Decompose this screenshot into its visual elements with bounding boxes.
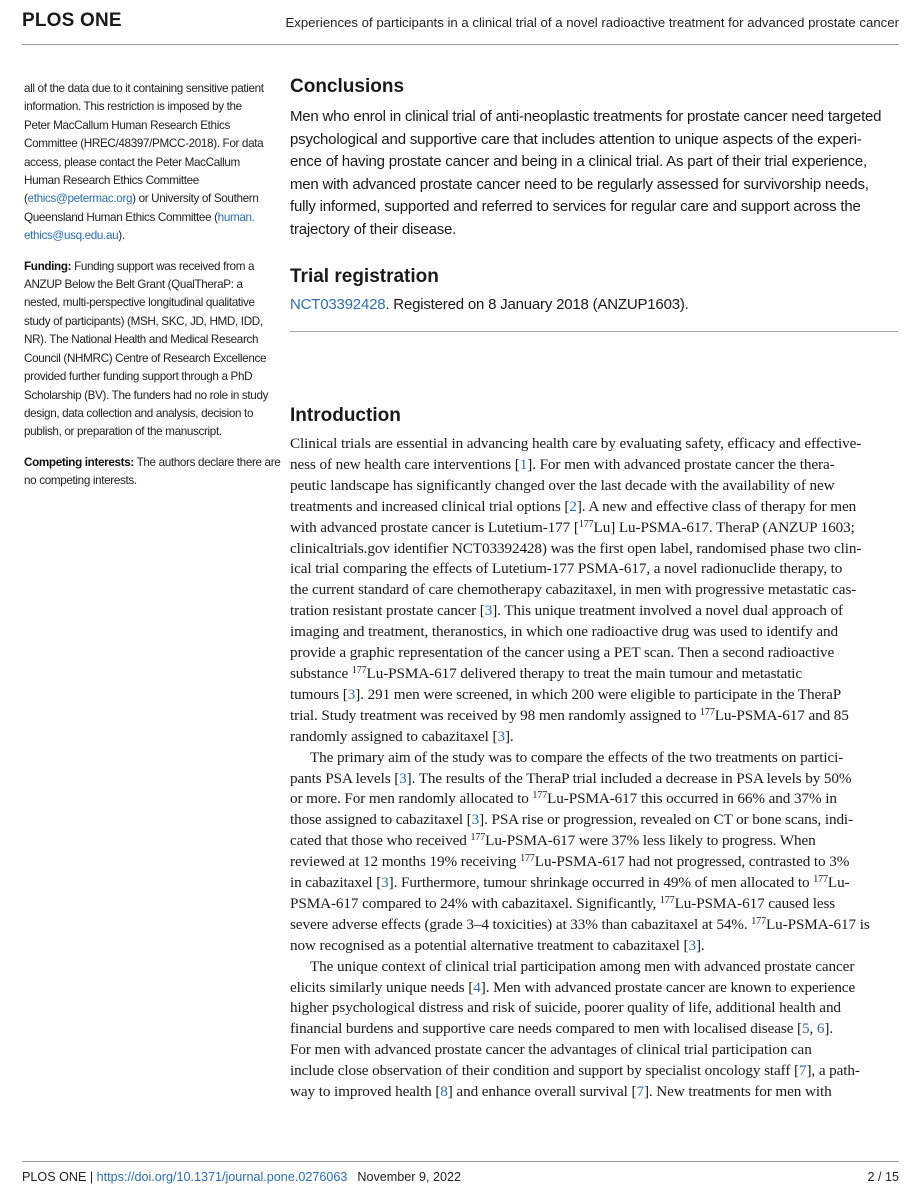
sidebar-line: Human Research Ethics Committee [24,174,199,188]
publication-date: November 9, 2022 [357,1170,461,1184]
paragraph-line: those assigned to cabazitaxel [3]. PSA rise or progression, revealed on CT or bone scans, indi- [290,811,854,829]
paragraph-line: trajectory of their disease. [290,220,457,238]
paragraph-line: treatments and increased clinical trial options [2]. A new and effective class of therapy for men [290,497,857,515]
introduction-body [290,434,902,1103]
superscript: 177 [813,874,828,886]
email-link-usq-part2[interactable]: ethics@usq.edu.au [24,229,119,243]
citation-link[interactable]: 3 [399,769,407,787]
email-link-petermac[interactable]: ethics@petermac.org [27,192,133,206]
paragraph-line: higher psychological distress and risk of suicide, poorer quality of life, additional health and [290,999,841,1017]
sidebar-line: NR). The National Health and Medical Research [24,333,259,347]
introduction-heading: Introduction [290,405,401,426]
paragraph-line: clinicaltrials.gov identifier NCT03392428) was the first open label, randomised phase two clin- [290,539,862,557]
superscript: 177 [659,894,675,906]
paragraph-line: For men with advanced prostate cancer the advantages of clinical trial participation can [290,1041,812,1059]
sidebar-line: Peter MacCallum Human Research Ethics [24,118,230,132]
sidebar-line: nested, multi-perspective longitudinal qualitative [24,296,255,310]
paragraph-line: financial burdens and supportive care needs compared to men with localised disease [5, 6]. [290,1020,834,1038]
paragraph-line: or more. For men randomly allocated to $^{177}$Lu-PSMA-617 this occurred in 66% and 37% in [290,790,837,808]
sidebar-text: ) or University of Southern [132,192,259,206]
header-divider [22,44,899,45]
funding-statement [24,258,274,442]
citation-link[interactable]: 4 [473,978,481,996]
citation-link[interactable]: 1 [519,455,528,473]
section-divider [290,331,898,332]
sidebar-text: Queensland Human Ethics Committee ( [24,210,218,224]
paragraph-line: tumours [3]. 291 men were screened, in which 200 were eligible to participate in the TheraP [290,685,842,703]
footer-journal: PLOS ONE [22,1170,87,1184]
competing-interests-statement [24,454,281,491]
paragraph-line: the current standard of care chemotherapy cabazitaxel, in men with progressive metastatic cas- [290,581,857,599]
sidebar-line [24,190,274,208]
superscript: 177 [470,832,486,844]
sidebar-line: provided further funding support through a PhD [24,370,253,384]
paragraph-line: way to improved health [8] and enhance overall survival [7]. New treatments for men with [290,1083,832,1101]
sidebar-line [24,227,274,245]
citation-link[interactable]: 3 [688,936,696,954]
trial-registry-link[interactable]: NCT03392428 [290,296,386,313]
paragraph-line: The unique context of clinical trial participation among men with advanced prostate cancer [310,957,855,975]
conclusions-paragraph [290,106,905,242]
paragraph-line: psychological and supportive care that includes attention to unique aspects of the experi- [290,130,862,148]
paragraph-line: The primary aim of the study was to compare the effects of the two treatments on partici- [310,748,844,766]
paren-text: ( [24,192,28,206]
citation-link[interactable]: 5 [802,1020,810,1038]
citation-link[interactable]: 7 [798,1062,807,1080]
paragraph-line: men with advanced prostate cancer need to be regularly assessed for survivorship needs, [290,175,869,193]
footer [22,1170,461,1184]
citation-link[interactable]: 2 [569,497,577,515]
sidebar-line: Scholarship (BV). The funders had no role in study [24,388,269,402]
paragraph-line: Men who enrol in clinical trial of anti-neoplastic treatments for prostate cancer need targeted [290,108,882,125]
data-availability-statement [24,80,274,246]
page-number: 2 / 15 [867,1170,899,1184]
citation-link[interactable]: 8 [440,1083,448,1101]
paragraph-line: reviewed at 12 months 19% receiving $^{177}$Lu-PSMA-617 had not progressed, contrasted to 3% [290,853,850,871]
paragraph-line: ness of new health care interventions [1]. For men with advanced prostate cancer the thera- [290,455,835,473]
paragraph-line: PSMA-617 compared to 24% with cabazitaxel. Significantly, $^{177}$Lu-PSMA-617 caused less [290,894,836,912]
paragraph-line: ence of having prostate cancer and being in a clinical trial. As part of their trial experience, [290,153,867,171]
citation-link[interactable]: 3 [381,874,389,892]
sidebar-text: ). [118,229,125,243]
paragraph-line: imaging and treatment, theranostics, in which one radioactive drug was used to identify and [290,623,839,641]
trial-registration-paragraph [290,294,905,317]
citation-link[interactable]: 3 [347,685,356,703]
sidebar-line: study of participants) (MSH, SKC, JD, HMD, IDD, [24,314,263,328]
citation-link[interactable]: 6 [816,1020,825,1038]
paragraph-line: ical trial comparing the effects of Lutetium-177 PSMA-617, a novel radionuclide therapy, to [290,560,843,578]
sidebar-text: The authors declare there are [133,455,281,469]
trial-registration-heading: Trial registration [290,266,439,287]
sidebar-line: all of the data due to it containing sensitive patient [24,82,264,95]
funding-label: Funding: [24,259,72,273]
trial-registration-text: . Registered on 8 January 2018 (ANZUP1603). [385,296,689,313]
citation-link[interactable]: 3 [471,811,480,829]
superscript: 177 [520,853,535,865]
paragraph-line: tration resistant prostate cancer [3]. This unique treatment involved a novel dual approach of [290,602,843,620]
paragraph-line: elicits similarly unique needs [4]. Men with advanced prostate cancer are known to experience [290,978,856,996]
paragraph-line: provide a graphic representation of the cancer using a PET scan. Then a second radioactive [290,644,835,662]
paragraph-line [290,294,905,317]
citation-link[interactable]: 3 [497,727,505,745]
citation-link[interactable]: 3 [484,602,493,620]
paragraph-line: with advanced prostate cancer is Lutetium-177 [$^{177}$Lu] Lu-PSMA-617. TheraP (ANZUP 1603; [290,518,855,536]
paragraph-line: now recognised as a potential alternative treatment to cabazitaxel [3]. [290,936,705,954]
superscript: 177 [578,518,594,530]
running-title: Experiences of participants in a clinical trial of a novel radioactive treatment for advanced prostate cancer [285,15,899,30]
sidebar-line [24,258,274,276]
paragraph-line: severe adverse effects (grade 3–4 toxicities) at 33% than cabazitaxel at 54%. $^{177}$Lu-PSMA-617 is [290,915,870,933]
sidebar [24,80,281,503]
paragraph-line: in cabazitaxel [3]. Furthermore, tumour shrinkage occurred in 49% of men allocated to $^{177}$Lu- [290,874,850,892]
paragraph-line: include close observation of their condition and support by specialist oncology staff [7], a path- [290,1062,860,1080]
sidebar-line: Council (NHMRC) Centre of Research Excellence [24,351,267,365]
paragraph-line: fully informed, supported and referred to services for regular care and support across the [290,198,861,216]
journal-logo: PLOS ONE [22,10,122,31]
citation-link[interactable]: 7 [636,1083,644,1101]
paragraph-line: cated that those who received $^{177}$Lu-PSMA-617 were 37% less likely to progress. When [290,832,816,850]
sidebar-line [24,454,281,472]
footer-separator: | [86,1170,97,1184]
sidebar-line: Committee (HREC/48397/PMCC-2018). For data [24,137,264,151]
superscript: 177 [700,706,715,718]
sidebar-line: no competing interests. [24,474,137,488]
sidebar-line: ANZUP Below the Belt Grant (QualTheraP: a [24,278,243,292]
sidebar-line: information. This restriction is imposed by the [24,100,242,114]
sidebar-text: Funding support was received from a [71,259,255,273]
superscript: 177 [751,915,766,927]
superscript: 177 [532,790,548,802]
sidebar-line: design, data collection and analysis, decision to [24,406,254,420]
doi-link[interactable]: https://doi.org/10.1371/journal.pone.0276063 [96,1170,348,1184]
superscript: 177 [351,664,367,676]
competing-label: Competing interests: [24,455,134,469]
sidebar-line [24,209,274,227]
conclusions-heading: Conclusions [290,76,405,97]
paragraph-line: peutic landscape has significantly changed over the last decade with the availability of new [290,476,835,494]
paragraph-line: Clinical trials are essential in advancing health care by evaluating safety, efficacy and effective- [290,435,862,452]
paragraph-line: trial. Study treatment was received by 98 men randomly assigned to $^{177}$Lu-PSMA-617 and 85 [290,706,849,724]
paragraph-line: randomly assigned to cabazitaxel [3]. [290,727,514,745]
email-link-usq-part1[interactable]: human. [217,210,255,224]
footer-divider [22,1161,899,1162]
sidebar-line: access, please contact the Peter MacCallum [24,155,240,169]
paragraph-line: substance $^{177}$Lu-PSMA-617 delivered therapy to treat the main tumour and metastatic [290,664,803,682]
paragraph-line: pants PSA levels [3]. The results of the TheraP trial included a decrease in PSA levels by 50% [290,769,852,787]
sidebar-line: publish, or preparation of the manuscript. [24,425,222,439]
